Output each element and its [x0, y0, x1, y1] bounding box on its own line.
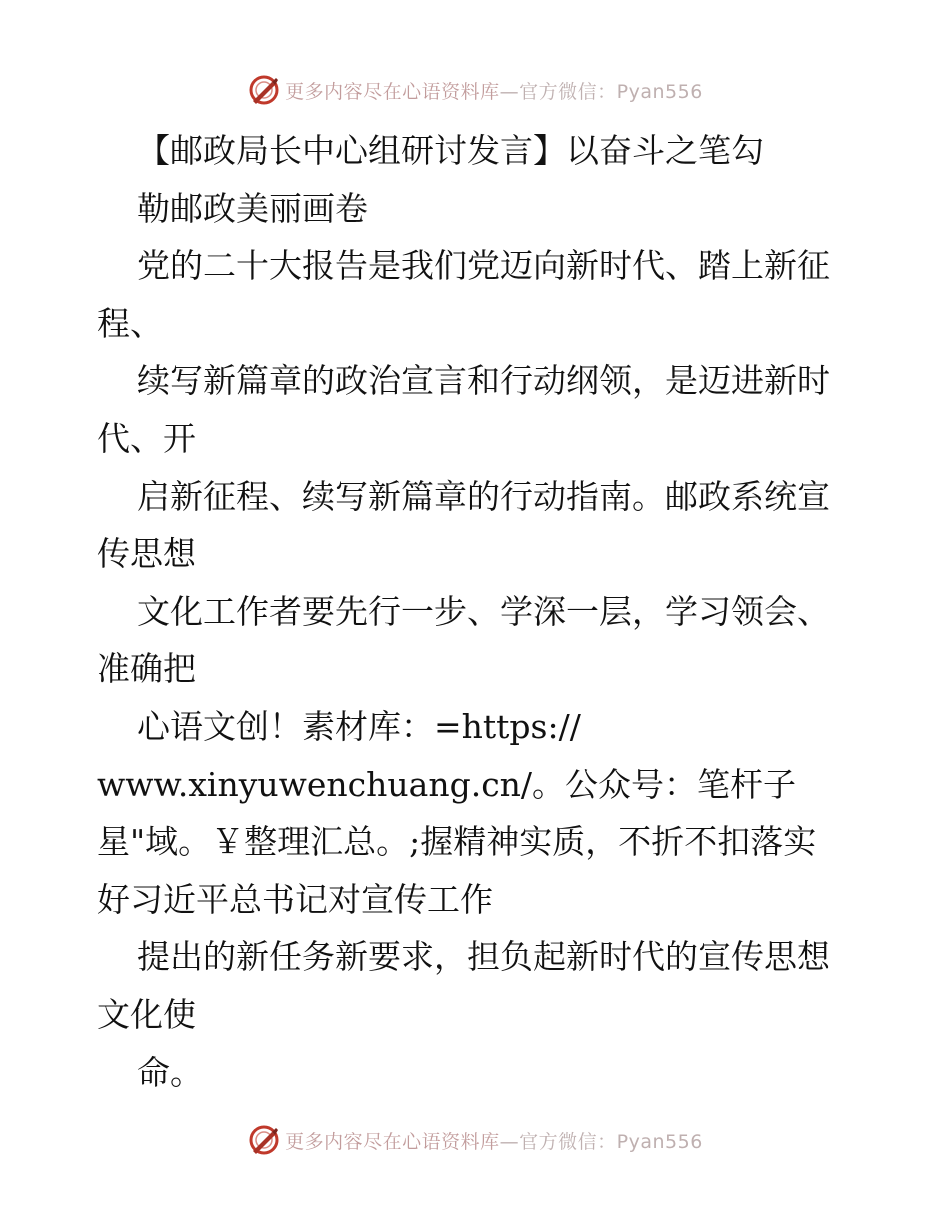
banner-dash: — — [499, 80, 520, 103]
doc-paragraph-line: 心语文创！素材库：=https:// — [137, 706, 581, 746]
banner-main-text: 更多内容尽在心语资料库 — [285, 80, 500, 103]
doc-title-line-1: 【邮政局长中心组研讨发言】以奋斗之笔勾 — [137, 131, 764, 170]
doc-title-line-2: 勒邮政美丽画卷 — [137, 188, 368, 228]
document-body — [97, 122, 857, 1101]
doc-paragraph-line: 提出的新任务新要求，担负起新时代的宣传思想 — [137, 937, 830, 977]
banner-content — [247, 1123, 703, 1157]
doc-paragraph-line: 程、 — [97, 303, 163, 343]
banner-wechat-text: 官方微信：Pyan556 — [519, 80, 703, 103]
doc-paragraph-line: 命。 — [137, 1052, 203, 1092]
footer-watermark-banner — [0, 1120, 950, 1160]
doc-paragraph-line: 党的二十大报告是我们党迈向新时代、踏上新征 — [137, 246, 830, 286]
doc-paragraph-line: 准确把 — [97, 649, 196, 689]
doc-paragraph-line: 好习近平总书记对宣传工作 — [97, 879, 493, 919]
doc-paragraph-line: 代、开 — [97, 418, 196, 458]
doc-paragraph-line: 启新征程、续写新篇章的行动指南。邮政系统宣 — [137, 476, 830, 516]
pen-logo-icon — [247, 73, 281, 107]
doc-paragraph-line: 传思想 — [97, 534, 196, 574]
banner-text — [285, 77, 703, 104]
doc-paragraph-line: www.xinyuwenchuang.cn/。公众号：笔杆子 — [97, 764, 797, 804]
banner-text — [285, 1127, 703, 1154]
doc-paragraph-line: 文化使 — [97, 994, 196, 1034]
banner-content — [247, 73, 703, 107]
banner-main-text: 更多内容尽在心语资料库 — [285, 1130, 500, 1153]
header-watermark-banner — [0, 70, 950, 110]
banner-dash: — — [499, 1130, 520, 1153]
banner-wechat-text: 官方微信：Pyan556 — [519, 1130, 703, 1153]
doc-paragraph-line: 星"域。￥整理汇总。;握精神实质，不折不扣落实 — [97, 822, 817, 862]
doc-paragraph-line: 续写新篇章的政治宣言和行动纲领，是迈进新时 — [137, 361, 830, 401]
pen-logo-icon — [247, 1123, 281, 1157]
doc-paragraph-line: 文化工作者要先行一步、学深一层，学习领会、 — [137, 591, 830, 631]
